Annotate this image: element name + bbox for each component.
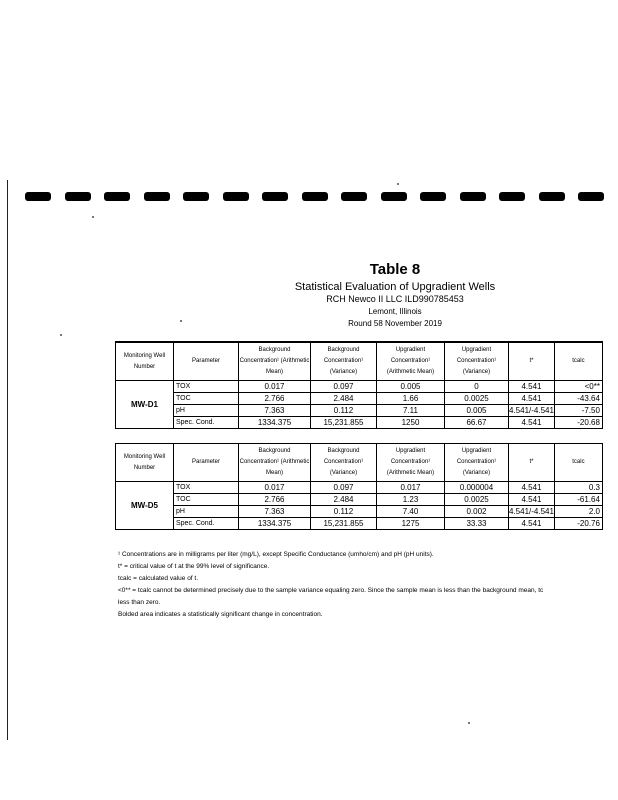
table-row [116, 518, 603, 530]
header-well: Monitoring Well Number [116, 444, 174, 482]
parameter-cell: TOC [174, 494, 239, 506]
up-variance-cell: 66.67 [445, 417, 509, 429]
bg-mean-cell: 7.363 [239, 506, 311, 518]
bg-variance-cell: 0.097 [311, 381, 377, 393]
bg-mean-cell: 0.017 [239, 381, 311, 393]
bg-mean-cell: 0.017 [239, 482, 311, 494]
table-row [116, 506, 603, 518]
tcalc-cell: -43.64 [554, 393, 602, 405]
up-mean-cell: 1.66 [377, 393, 445, 405]
table-row [116, 381, 603, 393]
scan-speck [397, 183, 399, 185]
parameter-cell: TOX [174, 482, 239, 494]
up-mean-cell: 7.40 [377, 506, 445, 518]
table-row [116, 482, 603, 494]
footnote: less than zero. [118, 599, 161, 606]
bg-mean-cell: 2.766 [239, 494, 311, 506]
header-tcalc: tcalc [554, 342, 602, 381]
well-number: MW-D5 [116, 482, 174, 530]
bg-mean-cell: 2.766 [239, 393, 311, 405]
header-bg-mean: Background Concentration¹ (Arithmetic Mean) [239, 444, 311, 482]
tstar-cell: 4.541 [509, 482, 555, 494]
tstar-cell: 4.541/-4.541 [509, 405, 554, 415]
footnote: tcalc = calculated value of t. [118, 575, 199, 582]
footnote: ¹ Concentrations are in milligrams per liter (mg/L), except Specific Conductance (umho/cm) and pH (pH units). [118, 551, 434, 558]
evaluation-table-mw-d5 [115, 443, 603, 530]
footnote: <0** = tcalc cannot be determined precisely due to the sample variance equaling zero. Since the sample mean is less than the background mean, tc [118, 587, 544, 594]
header-tstar: t* [509, 342, 555, 381]
footnote: t* = critical value of t at the 99% level of significance. [118, 563, 270, 570]
tstar-cell: 4.541/-4.541 [509, 506, 554, 516]
parameter-cell: TOC [174, 393, 239, 405]
table-row [116, 417, 603, 429]
up-mean-cell: 0.017 [377, 482, 445, 494]
tcalc-cell: 2.0 [554, 506, 602, 518]
parameter-cell: pH [174, 506, 239, 518]
tcalc-cell: -20.76 [554, 518, 602, 530]
bg-variance-cell: 0.097 [311, 482, 377, 494]
scan-speck [92, 216, 94, 218]
up-variance-cell: 0.002 [445, 506, 509, 518]
bg-variance-cell: 15,231.855 [311, 417, 377, 429]
up-variance-cell: 0.0025 [445, 494, 509, 506]
tcalc-cell: -20.68 [554, 417, 602, 429]
header-up-variance: Upgradient Concentration¹ (Variance) [445, 444, 509, 482]
scan-speck [180, 320, 182, 322]
bg-mean-cell: 7.363 [239, 405, 311, 417]
bg-mean-cell: 1334.375 [239, 518, 311, 530]
up-variance-cell: 0.0025 [445, 393, 509, 405]
tcalc-cell: -7.50 [554, 405, 602, 417]
up-variance-cell: 0.005 [445, 405, 509, 417]
tcalc-cell: 0.3 [554, 482, 602, 494]
up-variance-cell: 0 [445, 381, 509, 393]
footnotes [118, 549, 618, 621]
tcalc-cell: <0** [554, 381, 602, 393]
table-row [116, 393, 603, 405]
up-mean-cell: 1.23 [377, 494, 445, 506]
tstar-cell: 4.541 [509, 393, 555, 405]
bg-variance-cell: 15,231.855 [311, 518, 377, 530]
scan-speck [468, 722, 470, 724]
tstar-cell: 4.541 [509, 381, 555, 393]
up-mean-cell: 1250 [377, 417, 445, 429]
bg-variance-cell: 2.484 [311, 494, 377, 506]
round-line: Round 58 November 2019 [348, 319, 442, 328]
header-tstar: t* [509, 444, 555, 482]
scan-speck [60, 334, 62, 336]
up-variance-cell: 33.33 [445, 518, 509, 530]
parameter-cell: Spec. Cond. [174, 417, 239, 429]
bg-variance-cell: 0.112 [311, 506, 377, 518]
bg-variance-cell: 0.112 [311, 405, 377, 417]
table-title: Table 8 [369, 261, 421, 278]
bg-mean-cell: 1334.375 [239, 417, 311, 429]
header-up-mean: Upgradient Concentration¹ (Arithmetic Mean) [377, 342, 445, 381]
well-number: MW-D1 [116, 381, 174, 429]
header-well: Monitoring Well Number [116, 342, 174, 381]
location-line: Lemont, Illinois [368, 307, 422, 316]
parameter-cell: pH [174, 405, 239, 417]
up-variance-cell: 0.000004 [445, 482, 509, 494]
table-row [116, 405, 603, 417]
header-bg-mean: Background Concentration¹ (Arithmetic Mean) [239, 342, 311, 381]
header-tcalc: tcalc [554, 444, 602, 482]
company-line: RCH Newco II LLC ILD990785453 [326, 294, 464, 304]
dashed-border [20, 192, 618, 206]
up-mean-cell: 0.005 [377, 381, 445, 393]
table-row [116, 494, 603, 506]
header-bg-variance: Background Concentration¹ (Variance) [311, 342, 377, 381]
parameter-cell: Spec. Cond. [174, 518, 239, 530]
tcalc-cell: -61.64 [554, 494, 602, 506]
tstar-cell: 4.541 [509, 417, 555, 429]
header-up-mean: Upgradient Concentration¹ (Arithmetic Mean) [377, 444, 445, 482]
up-mean-cell: 1275 [377, 518, 445, 530]
page-edge-line [7, 180, 8, 740]
footnote: Bolded area indicates a statistically significant change in concentration. [118, 611, 323, 618]
bg-variance-cell: 2.484 [311, 393, 377, 405]
tstar-cell: 4.541 [509, 494, 555, 506]
tstar-cell: 4.541 [509, 518, 555, 530]
evaluation-table-mw-d1 [115, 341, 603, 429]
up-mean-cell: 7.11 [377, 405, 445, 417]
header-parameter: Parameter [174, 342, 239, 381]
header-up-variance: Upgradient Concentration¹ (Variance) [445, 342, 509, 381]
header-bg-variance: Background Concentration¹ (Variance) [311, 444, 377, 482]
table-subtitle: Statistical Evaluation of Upgradient Wells [294, 281, 496, 293]
parameter-cell: TOX [174, 381, 239, 393]
header-parameter: Parameter [174, 444, 239, 482]
